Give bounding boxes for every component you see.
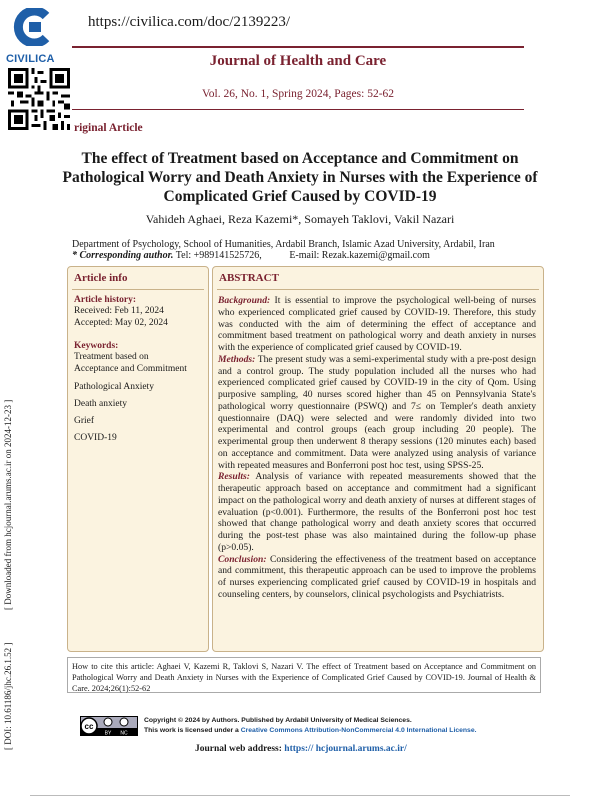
journal-name: Journal of Health and Care [209, 53, 387, 69]
cc-license-icon[interactable] [80, 716, 138, 736]
doi-stamp: [ DOI: 10.61186/jhc.26.1.52 ] [3, 642, 13, 750]
keyword: Acceptance and Commitment [74, 364, 187, 374]
header-rule-bottom [72, 109, 524, 110]
volume-info: Vol. 26, No. 1, Spring 2024, Pages: 52-62 [201, 88, 395, 100]
corresponding-label: * Corresponding author. [72, 250, 174, 261]
keywords-label: Keywords: [74, 341, 119, 351]
cc-by-label: BY [104, 730, 112, 736]
download-stamp: [ Downloaded from hcjournal.arums.ac.ir on 2024-12-23 ] [3, 399, 13, 610]
abstract-background: Background: It is essential to improve the psychological well-being of nurses who experienced complicated grief caused by COVID-19. Therefore, this study was conducted with the aim of determining the effect of acceptance and commitment based treatment on pathological worry and death anxiety in nurses with the experience of complicated grief caused by COVID-19. [218, 295, 536, 353]
license-prefix: This work is licensed under a [144, 727, 241, 734]
header-rule [72, 46, 524, 48]
citation-box: How to cite this article: Aghaei V, Kazemi R, Taklovi S, Nazari V. The effect of Treatment based on Acceptance and Commitment on Pathological Worry and Death Anxiety in Nurses with the Experience of Complicated Grief Caused by COVID-19. Journal of Health & Care. 2024;26(1):52-62 [67, 657, 541, 693]
license-link[interactable]: Creative Commons Attribution-NonCommercial 4.0 International License. [240, 727, 477, 734]
cc-nc-label: NC [120, 730, 128, 736]
article-title: The effect of Treatment based on Acceptance and Commitment on Pathological Worry and Death Anxiety in Nurses with the Experience of Complicated Grief Caused by COVID-19 [62, 150, 538, 205]
keyword: Death anxiety [74, 399, 128, 409]
footer-rule [30, 795, 570, 796]
history-label: Article history: [74, 295, 136, 305]
civilica-logo[interactable] [6, 8, 60, 65]
received-date: Received: Feb 11, 2024 [74, 306, 164, 316]
abstract-box [212, 266, 544, 652]
civilica-c-icon [12, 8, 54, 46]
copyright-notice [144, 716, 477, 736]
article-info-box [67, 266, 209, 652]
corresponding-author [72, 250, 430, 261]
document-url[interactable]: https://civilica.com/doc/2139223/ [88, 14, 291, 30]
cc-label: cc [84, 722, 94, 731]
abstract-methods: Methods: The present study was a semi-experimental study with a pre-post design and a control group. The study population included all the nurses who had experienced complicated grief caused by COVID-19 in the city of Qom. Using purposive sampling, 40 nurses scored higher than 45 on Pennsylvania State's pathological worry questionnaire (PSWQ) and 7≤ on Templer's death anxiety questionnaire (DAQ) were selected and were randomly divided into two experimental and control groups (each group including 20 people). The experimental group then underwent 8 therapy sessions (120 minutes each) based on acceptance and commitment. Data were analyzed using analysis of variance with repeated measures and Bonferroni post hoc test, using SPSS-25. [218, 353, 536, 471]
copyright-line: Copyright © 2024 by Authors. Published by Ardabil University of Medical Sciences. [144, 717, 412, 724]
corresponding-email: E-mail: Rezak.kazemi@gmail.com [289, 250, 430, 261]
keyword: COVID-19 [74, 433, 117, 443]
journal-web-label: Journal web address: [195, 744, 282, 754]
article-info-heading: Article info [74, 272, 128, 284]
journal-web-address [195, 744, 407, 754]
article-info-rule [72, 289, 204, 290]
abstract-results: Results: Analysis of variance with repeated measurements showed that the therapeutic approach based on acceptance and commitment had a significant impact on the pathological worry and death anxiety of nurses at different stages of evaluation (p<0.001). Furthermore, the results of the Bonferroni post hoc test showed that change pathological worry and death anxiety scores that occurred during the post-test phase was also maintained during the follow-up phase (p>0.05). [218, 471, 536, 553]
journal-web-link[interactable]: https:// hcjournal.arums.ac.ir/ [284, 744, 407, 754]
keyword: Grief [74, 416, 95, 426]
qr-code-icon[interactable] [8, 68, 70, 130]
abstract-rule [217, 289, 539, 290]
authors: Vahideh Aghaei, Reza Kazemi*, Somayeh Taklovi, Vakil Nazari [145, 212, 455, 226]
accepted-date: Accepted: May 02, 2024 [74, 318, 168, 328]
corresponding-tel: Tel: +989141525726, [175, 250, 262, 261]
logo-text: CIVILICA [6, 53, 55, 65]
article-type: riginal Article [74, 122, 143, 134]
abstract-conclusion: Conclusion: Considering the effectiveness of the treatment based on acceptance and commitment, this therapeutic approach can be used to improve the problems of nurses experiencing complicated grief caused by COVID-19 in hospitals and counseling centers, by counselors, clinical psychologists and Psychiatrists. [218, 553, 536, 600]
affiliation: Department of Psychology, School of Humanities, Ardabil Branch, Islamic Azad University, Ardabil, Iran [72, 239, 495, 250]
keyword: Pathological Anxiety [74, 382, 154, 392]
keyword: Treatment based on [74, 352, 149, 362]
side-stamp [3, 399, 17, 750]
abstract-heading: ABSTRACT [219, 272, 279, 284]
